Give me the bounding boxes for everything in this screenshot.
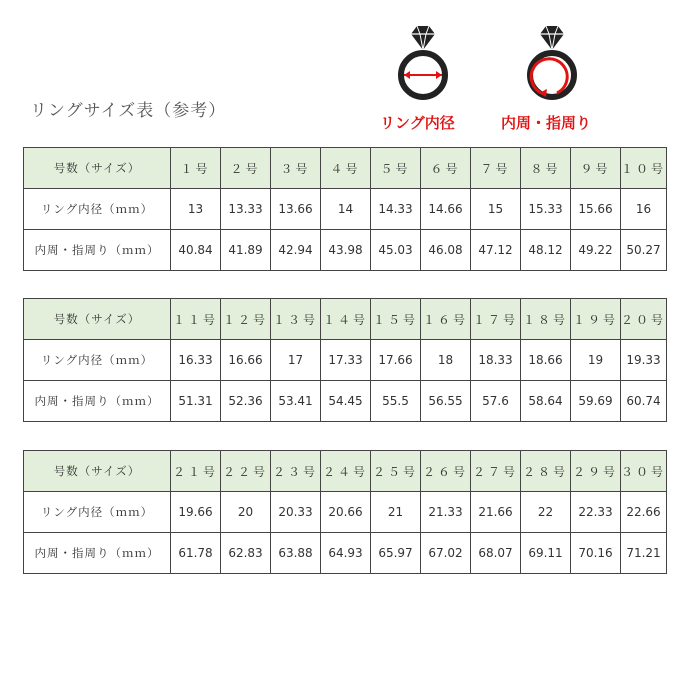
table-cell: 14.66 xyxy=(421,189,471,230)
size-header-cell: ２４号 xyxy=(321,451,371,492)
size-header-cell: １７号 xyxy=(471,299,521,340)
table-cell: 16 xyxy=(621,189,667,230)
table-cell: 16.66 xyxy=(221,340,271,381)
table-cell: 15.66 xyxy=(571,189,621,230)
table-cell: 19.66 xyxy=(171,492,221,533)
table-cell: 51.31 xyxy=(171,381,221,422)
table-cell: 64.93 xyxy=(321,533,371,574)
table-cell: 70.16 xyxy=(571,533,621,574)
size-header-cell: １号 xyxy=(171,148,221,189)
table-cell: 22.33 xyxy=(571,492,621,533)
table-cell: 18.66 xyxy=(521,340,571,381)
size-header-cell: ７号 xyxy=(471,148,521,189)
table-cell: 40.84 xyxy=(171,230,221,271)
table-cell: 22.66 xyxy=(621,492,667,533)
size-header-cell: ２５号 xyxy=(371,451,421,492)
size-header-cell: ９号 xyxy=(571,148,621,189)
row-header: リング内径（ｍｍ） xyxy=(24,340,171,381)
table-cell: 42.94 xyxy=(271,230,321,271)
table-cell: 41.89 xyxy=(221,230,271,271)
table-cell: 56.55 xyxy=(421,381,471,422)
table-cell: 43.98 xyxy=(321,230,371,271)
table-cell: 55.5 xyxy=(371,381,421,422)
table-cell: 68.07 xyxy=(471,533,521,574)
size-header-cell: ２３号 xyxy=(271,451,321,492)
size-header-cell: ２０号 xyxy=(621,299,667,340)
table-row-inner-diameter-row xyxy=(24,492,667,533)
table-cell: 19.33 xyxy=(621,340,667,381)
table-cell: 67.02 xyxy=(421,533,471,574)
row-header: 号数（サイズ） xyxy=(24,451,171,492)
table-row-inner-diameter-row xyxy=(24,189,667,230)
table-cell: 17 xyxy=(271,340,321,381)
row-header: 内周・指周り（ｍｍ） xyxy=(24,230,171,271)
size-header-cell: １９号 xyxy=(571,299,621,340)
circumference-label: 内周・指周り xyxy=(501,114,592,132)
table-cell: 53.41 xyxy=(271,381,321,422)
size-header-cell: ２号 xyxy=(221,148,271,189)
size-header-cell: ３０号 xyxy=(621,451,667,492)
table-cell: 18.33 xyxy=(471,340,521,381)
size-header-cell: ２２号 xyxy=(221,451,271,492)
size-header-cell: ２６号 xyxy=(421,451,471,492)
table-cell: 20 xyxy=(221,492,271,533)
table-cell: 15.33 xyxy=(521,189,571,230)
table-cell: 60.74 xyxy=(621,381,667,422)
table-cell: 54.45 xyxy=(321,381,371,422)
table-cell: 52.36 xyxy=(221,381,271,422)
table-row-circumference-row xyxy=(24,381,667,422)
table-cell: 20.66 xyxy=(321,492,371,533)
row-header: リング内径（ｍｍ） xyxy=(24,492,171,533)
table-cell: 20.33 xyxy=(271,492,321,533)
table-cell: 47.12 xyxy=(471,230,521,271)
size-header-cell: １０号 xyxy=(621,148,667,189)
inner-diameter-label: リング内径 xyxy=(380,114,455,132)
table-cell: 15 xyxy=(471,189,521,230)
page-title: リングサイズ表（参考） xyxy=(30,101,227,121)
table-row-circumference-row xyxy=(24,533,667,574)
table-cell: 61.78 xyxy=(171,533,221,574)
size-header-cell: ５号 xyxy=(371,148,421,189)
table-cell: 65.97 xyxy=(371,533,421,574)
size-header-cell: ２７号 xyxy=(471,451,521,492)
table-cell: 13.66 xyxy=(271,189,321,230)
size-header-cell: １６号 xyxy=(421,299,471,340)
size-header-cell: ４号 xyxy=(321,148,371,189)
size-header-cell: ６号 xyxy=(421,148,471,189)
table-cell: 18 xyxy=(421,340,471,381)
table-cell: 62.83 xyxy=(221,533,271,574)
row-header: 号数（サイズ） xyxy=(24,299,171,340)
table-row-size-row xyxy=(24,299,667,340)
table-cell: 22 xyxy=(521,492,571,533)
table-cell: 21 xyxy=(371,492,421,533)
size-header-cell: １２号 xyxy=(221,299,271,340)
row-header: 号数（サイズ） xyxy=(24,148,171,189)
table-cell: 21.66 xyxy=(471,492,521,533)
size-header-cell: ２１号 xyxy=(171,451,221,492)
table-cell: 69.11 xyxy=(521,533,571,574)
table-row-size-row xyxy=(24,451,667,492)
table-cell: 50.27 xyxy=(621,230,667,271)
table-cell: 14.33 xyxy=(371,189,421,230)
size-header-cell: １８号 xyxy=(521,299,571,340)
diamond-icon xyxy=(540,26,564,50)
size-header-cell: １３号 xyxy=(271,299,321,340)
table-cell: 63.88 xyxy=(271,533,321,574)
size-header-cell: ２８号 xyxy=(521,451,571,492)
ring-size-table-1 xyxy=(23,147,667,271)
table-cell: 13 xyxy=(171,189,221,230)
table-cell: 16.33 xyxy=(171,340,221,381)
size-header-cell: １１号 xyxy=(171,299,221,340)
diamond-icon xyxy=(411,26,435,50)
table-cell: 13.33 xyxy=(221,189,271,230)
table-cell: 57.6 xyxy=(471,381,521,422)
row-header: 内周・指周り（ｍｍ） xyxy=(24,533,171,574)
ring-size-table-2 xyxy=(23,298,667,422)
table-cell: 58.64 xyxy=(521,381,571,422)
size-header-cell: １５号 xyxy=(371,299,421,340)
ring-size-table-3 xyxy=(23,450,667,574)
table-cell: 17.66 xyxy=(371,340,421,381)
table-cell: 48.12 xyxy=(521,230,571,271)
table-cell: 14 xyxy=(321,189,371,230)
table-cell: 59.69 xyxy=(571,381,621,422)
table-row-size-row xyxy=(24,148,667,189)
table-cell: 21.33 xyxy=(421,492,471,533)
size-header-cell: ３号 xyxy=(271,148,321,189)
table-cell: 19 xyxy=(571,340,621,381)
table-cell: 45.03 xyxy=(371,230,421,271)
table-cell: 17.33 xyxy=(321,340,371,381)
table-row-inner-diameter-row xyxy=(24,340,667,381)
size-header-cell: ２９号 xyxy=(571,451,621,492)
size-header-cell: ８号 xyxy=(521,148,571,189)
table-row-circumference-row xyxy=(24,230,667,271)
table-cell: 71.21 xyxy=(621,533,667,574)
table-cell: 46.08 xyxy=(421,230,471,271)
table-cell: 49.22 xyxy=(571,230,621,271)
row-header: リング内径（ｍｍ） xyxy=(24,189,171,230)
size-header-cell: １４号 xyxy=(321,299,371,340)
row-header: 内周・指周り（ｍｍ） xyxy=(24,381,171,422)
